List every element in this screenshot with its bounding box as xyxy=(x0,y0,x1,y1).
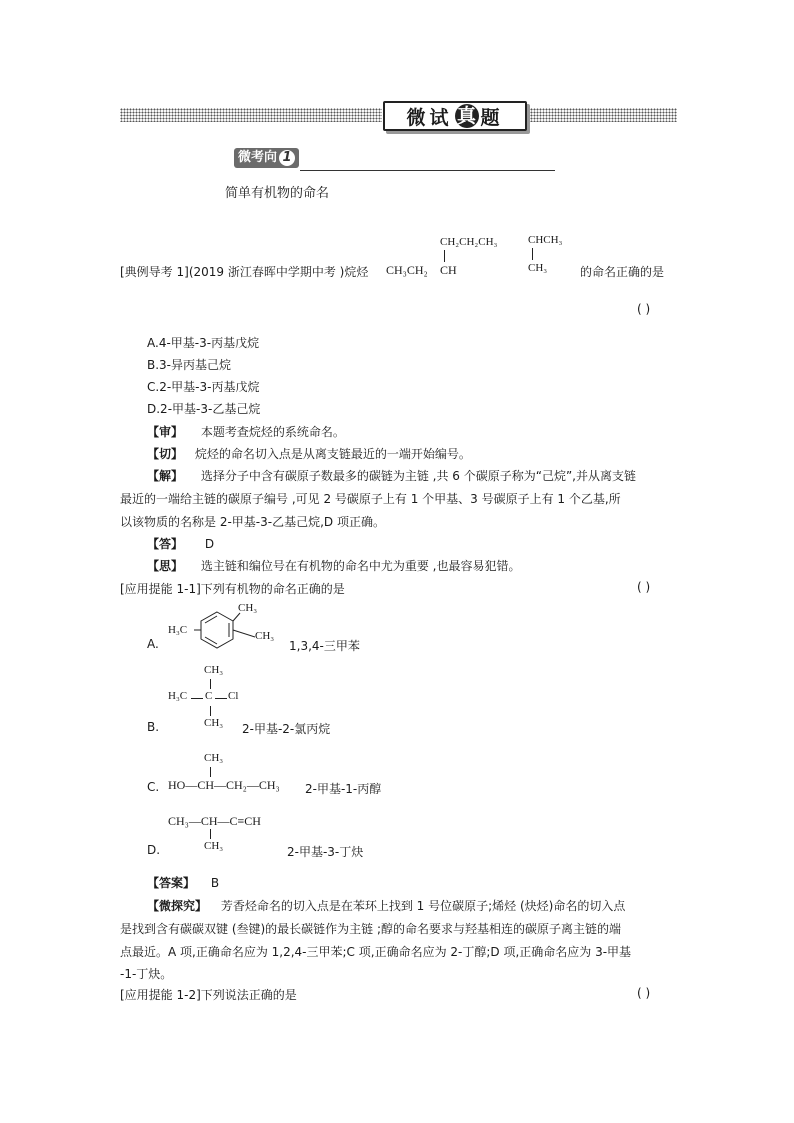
direction-tag-number: 1 xyxy=(279,150,295,166)
app1-option-c-name: 2-甲基-1-丙醇 xyxy=(305,782,382,796)
app1-b-h3c: H₃C xyxy=(168,690,188,702)
example-formula-main: CH₃CH₂ xyxy=(386,263,428,277)
analysis-jie xyxy=(147,467,636,484)
app1-b-bond-down xyxy=(210,706,211,716)
example-bond-vertical-1 xyxy=(444,250,445,262)
app2-question: [应用提能 1-2]下列说法正确的是 xyxy=(120,988,297,1002)
app1-question: [应用提能 1-1]下列有机物的命名正确的是 xyxy=(120,582,345,596)
app1-option-b-label: B. xyxy=(147,720,160,734)
app1-b-bond-right xyxy=(215,698,227,699)
example-option-a: A.4-甲基-3-丙基戊烷 xyxy=(147,336,260,350)
topic-heading: 简单有机物的命名 xyxy=(225,186,330,201)
analysis-jie-label: 【解】 xyxy=(147,469,184,483)
app1-a-ch3-top: CH₃ xyxy=(238,602,258,614)
analysis-jie-text: 选择分子中含有碳原子数最多的碳链为主链 ,共 6 个碳原子称为“己烷”,并从离支链 xyxy=(200,469,636,483)
header-dotted-band-right xyxy=(527,108,677,122)
app1-c-chain: HO—CH—CH₂—CH₃ xyxy=(168,778,280,792)
app1-answer xyxy=(147,874,219,891)
app1-d-ch3-bottom: CH₃ xyxy=(204,840,224,852)
app1-a-h3c: H₃C xyxy=(168,624,188,636)
app1-b-ch3-top: CH₃ xyxy=(204,664,224,676)
app1-answer-label: 【答案】 xyxy=(147,876,196,890)
app1-d-chain: CH₃—CH—C≡CH xyxy=(168,814,261,828)
direction-tag xyxy=(234,148,299,168)
benzene-ring xyxy=(201,612,233,648)
example-branch-top2: CHCH₃ xyxy=(528,234,563,246)
analysis-qie-label: 【切】 xyxy=(147,447,184,461)
example-branch-top1: CH₂CH₂CH₃ xyxy=(440,236,498,248)
app1-answer-value: B xyxy=(210,876,220,890)
section-title xyxy=(383,101,527,131)
app1-option-d-name: 2-甲基-3-丁炔 xyxy=(287,845,364,859)
direction-tag-underline xyxy=(300,170,555,171)
app1-b-bond-left xyxy=(191,698,203,699)
analysis-shen-label: 【审】 xyxy=(147,425,184,439)
example-branch-bottom: CH₃ xyxy=(528,262,548,274)
section-title-pre: 微试 xyxy=(406,106,453,129)
app1-b-c: C xyxy=(205,690,213,702)
analysis-shen xyxy=(147,423,345,440)
app2-paren: ( ) xyxy=(637,986,651,1000)
example-answer-value: D xyxy=(204,537,215,551)
app1-option-a-label: A. xyxy=(147,637,159,651)
app1-option-b-name: 2-甲基-2-氯丙烷 xyxy=(242,722,331,736)
benzene-inner-bond-3 xyxy=(205,637,217,644)
section-title-post: 题 xyxy=(480,106,504,129)
app1-b-ch3-bottom: CH₃ xyxy=(204,717,224,729)
example-option-d: D.2-甲基-3-乙基己烷 xyxy=(147,402,261,416)
app1-option-c-label: C. xyxy=(147,780,160,794)
direction-tag-label: 微考向 xyxy=(238,150,278,165)
app1-b-cl: Cl xyxy=(228,690,239,702)
app1-explore-text1: 芳香烃命名的切入点是在苯环上找到 1 号位碳原子;烯烃 (炔烃)命名的切入点 xyxy=(220,899,626,913)
example-reflect-label: 【思】 xyxy=(147,559,184,573)
app1-explore-line3: 点最近。A 项,正确命名应为 1,2,4-三甲苯;C 项,正确命名应为 2-丁醇;D 项,正确命名应为 3-甲基 xyxy=(120,945,632,959)
benzene-inner-bond-1 xyxy=(205,616,217,623)
bond-to-ch3-right xyxy=(233,630,255,637)
analysis-qie xyxy=(147,445,471,462)
app1-a-ch3-right: CH₃ xyxy=(255,630,275,642)
app1-explore-label: 【微探究】 xyxy=(147,899,208,913)
example-answer-label: 【答】 xyxy=(147,537,184,551)
app1-explore-line1 xyxy=(147,897,625,914)
analysis-jie-cont2: 以该物质的名称是 2-甲基-3-乙基己烷,D 项正确。 xyxy=(120,515,385,529)
header-dotted-band-left xyxy=(120,108,382,122)
bond-to-ch3-top xyxy=(233,613,240,621)
example-suffix: 的命名正确的是 xyxy=(580,265,665,279)
example-reflect xyxy=(147,557,520,574)
analysis-qie-text: 烷烃的命名切入点是从离支链最近的一端开始编号。 xyxy=(194,447,471,461)
app1-option-a-name: 1,3,4-三甲苯 xyxy=(289,639,360,653)
example-reflect-text: 选主链和编位号在有机物的命名中尤为重要 ,也最容易犯错。 xyxy=(200,559,521,573)
example-answer xyxy=(147,535,214,552)
example-bond-vertical-2 xyxy=(532,248,533,260)
app1-paren: ( ) xyxy=(637,580,651,594)
app1-b-bond-up xyxy=(210,679,211,689)
app1-d-bond-down xyxy=(210,829,211,839)
section-title-boxed-char: 真 xyxy=(455,104,479,128)
app1-explore-line4: -1-丁炔。 xyxy=(120,967,173,981)
app1-option-d-label: D. xyxy=(147,843,161,857)
example-option-c: C.2-甲基-3-丙基戊烷 xyxy=(147,380,260,394)
example-center-ch: CH xyxy=(440,263,457,277)
app1-c-ch3-top: CH₃ xyxy=(204,752,224,764)
example-answer-paren: ( ) xyxy=(637,302,651,316)
analysis-shen-text: 本题考查烷烃的系统命名。 xyxy=(200,425,345,439)
analysis-jie-cont1: 最近的一端给主链的碳原子编号 ,可见 2 号碳原子上有 1 个甲基、3 号碳原子上有 1 个乙基,所 xyxy=(120,492,621,506)
app1-c-bond-up xyxy=(210,767,211,777)
app1-explore-line2: 是找到含有碳碳双键 (叁键)的最长碳链作为主链 ;醇的命名要求与羟基相连的碳原子离主链的端 xyxy=(120,922,622,936)
example-option-b: B.3-异丙基己烷 xyxy=(147,358,232,372)
example-prefix: [典例导考 1](2019 浙江春晖中学期中考 )烷烃 xyxy=(120,265,369,279)
